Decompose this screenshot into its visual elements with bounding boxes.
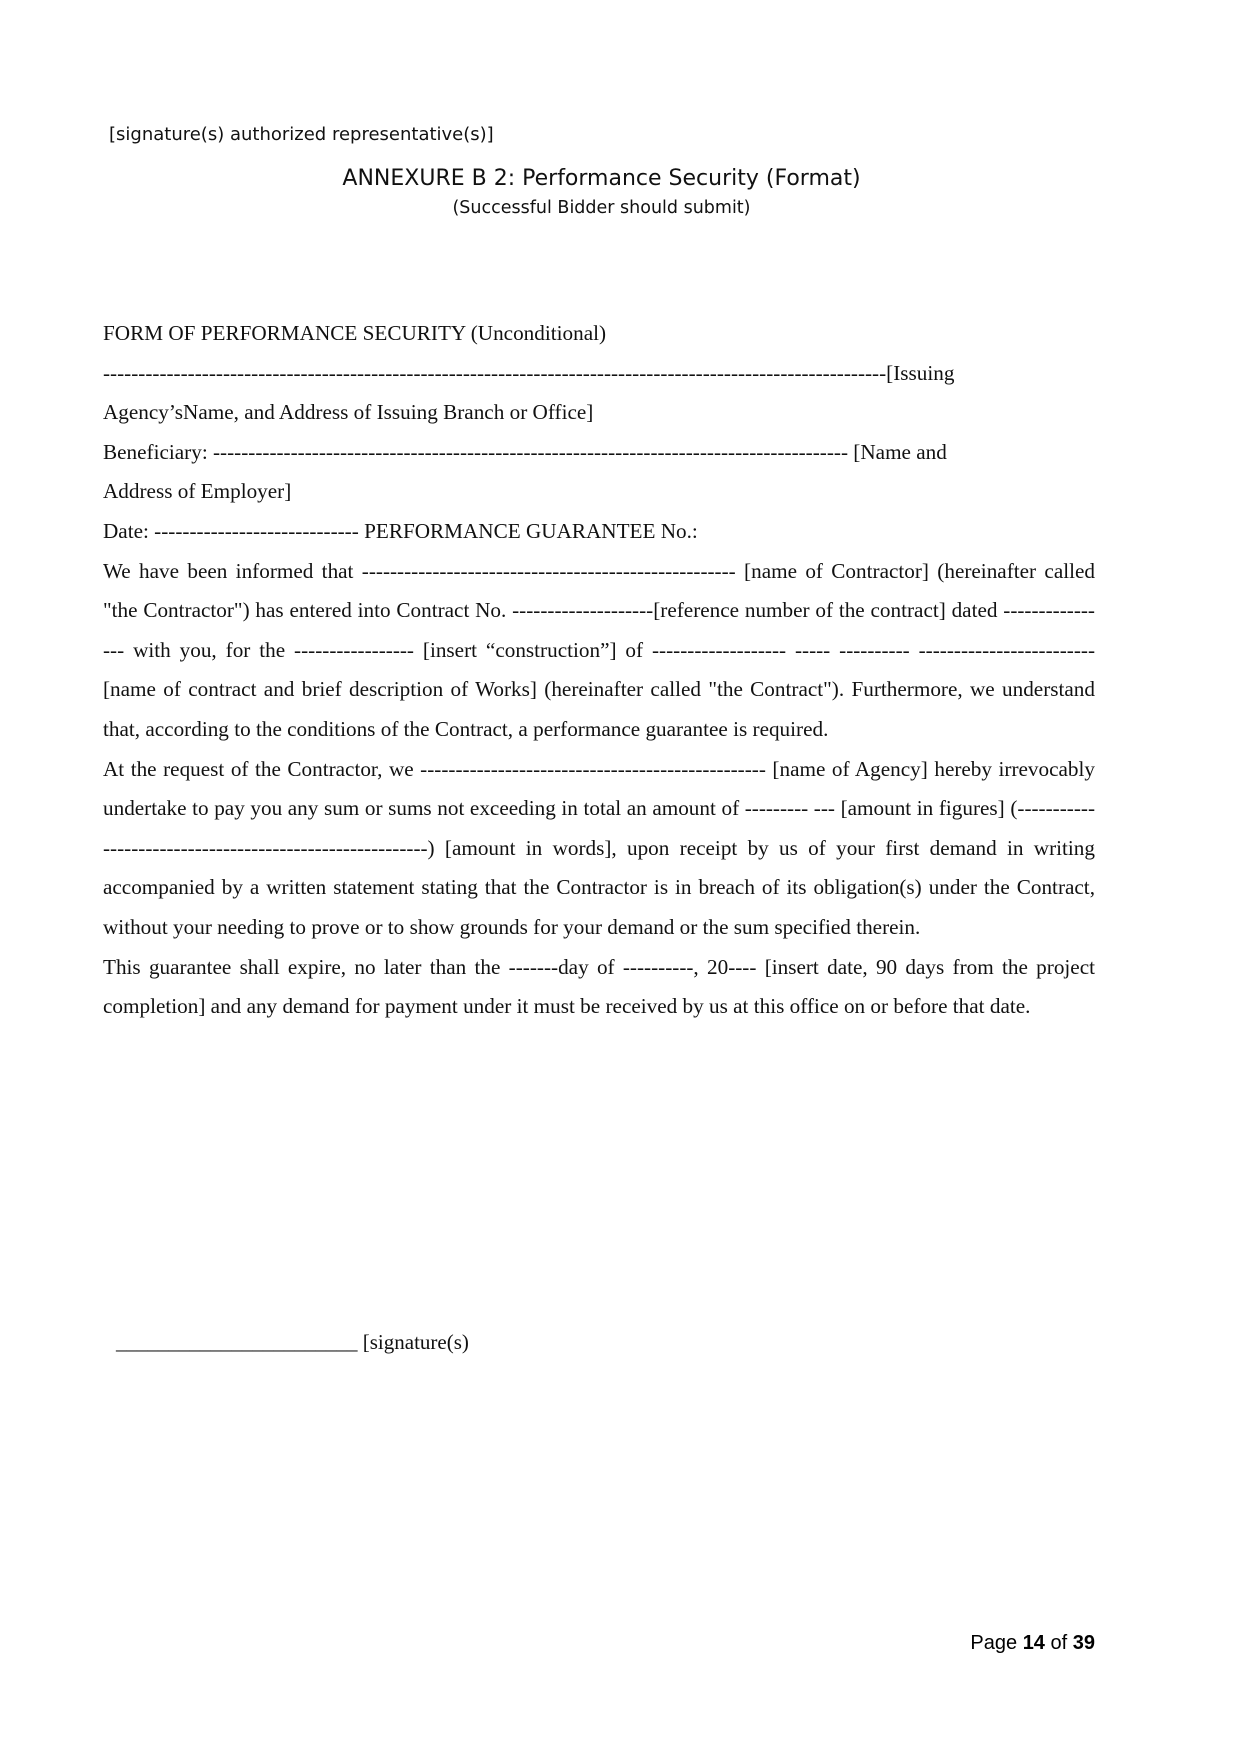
annexure-subtitle: (Successful Bidder should submit) xyxy=(452,198,751,218)
issuing-agency-line: ---------------------------------------------------------------------------------------------------------------[Issuing xyxy=(103,360,955,385)
page-prefix: Page xyxy=(970,1632,1018,1654)
form-heading: FORM OF PERFORMANCE SECURITY (Unconditional) xyxy=(103,321,607,345)
beneficiary-continuation: Address of Employer] xyxy=(103,479,292,504)
beneficiary-line: Beneficiary: ------------------------------------------------------------------------------------------ [Name and xyxy=(103,439,947,464)
issuing-agency-continuation: Agency’sName, and Address of Issuing Branch or Office] xyxy=(103,400,594,425)
expiry-paragraph: This guarantee shall expire, no later than the -------day of ----------, 20---- [insert date, 90 days from the project completion] and any demand for payment under it must be received by us at this office on or before that date. xyxy=(103,954,1095,1019)
date-guarantee-line: Date: ----------------------------- PERFORMANCE GUARANTEE No.: xyxy=(103,518,698,543)
page-number xyxy=(970,1632,1095,1655)
page-current: 14 xyxy=(1022,1632,1045,1654)
undertaking-paragraph: At the request of the Contractor, we ------------------------------------------------- [name of Agency] hereby irrevocably undertake to pay you any sum or sums not exceeding in total an amount of --------- --- [amount in figures] (---------------------------------------------------------) [amount in words], upon receipt by us of your first demand in writing accompanied by a written statement stating that the Contractor is in breach of its obligation(s) under the Contract, without your needing to prove or to show grounds for your demand or the sum specified therein. xyxy=(103,756,1095,939)
top-signature-note: [signature(s) authorized representative(s)] xyxy=(109,124,494,145)
annexure-title: ANNEXURE B 2: Performance Security (Format) xyxy=(342,166,861,191)
contractor-paragraph: We have been informed that ----------------------------------------------------- [name of Contractor] (hereinafter called "the Contractor") has entered into Contract No. --------------------[reference number of the contract] dated ---------------- with you, for the ----------------- [insert “construction”] of ------------------- ----- ---------- ------------------------- [name of contract and brief description of Works] (hereinafter called "the Contract"). Furthermore, we understand that, according to the conditions of the Contract, a performance guarantee is required. xyxy=(103,558,1095,741)
page-total: 39 xyxy=(1072,1632,1095,1654)
signature-line: _______________________ [signature(s) xyxy=(116,1330,469,1354)
page-of: of xyxy=(1050,1632,1068,1654)
guarantee-form-body xyxy=(103,314,1095,1027)
